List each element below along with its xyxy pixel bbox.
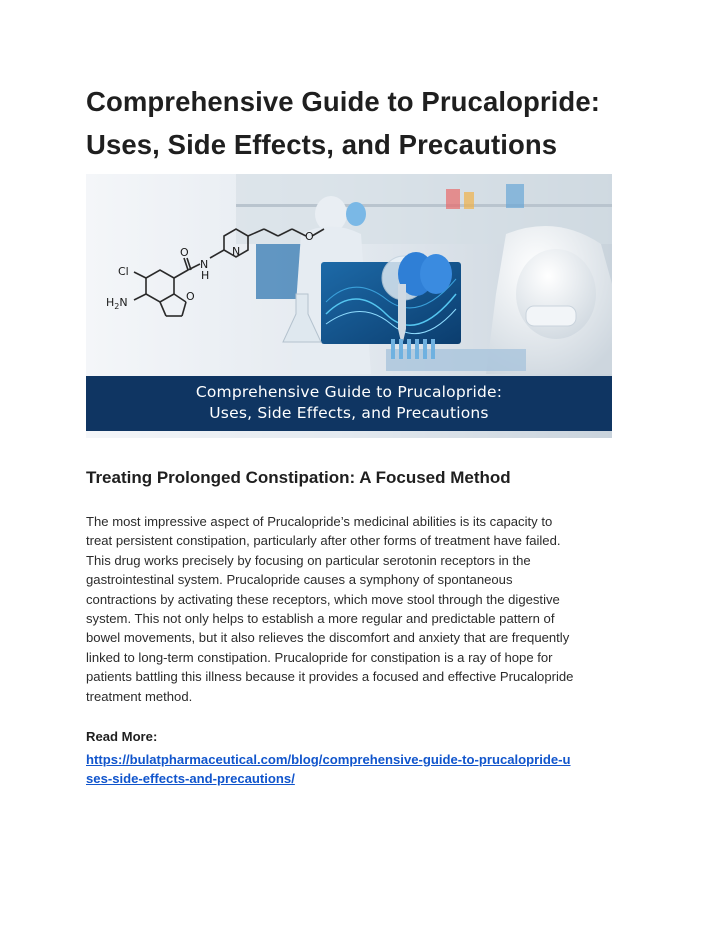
body-line: bowel movements, but it also relieves the discomfort and anxiety that are frequently — [86, 630, 570, 646]
molecule-label: N — [200, 258, 209, 271]
body-line: treatment method. — [86, 688, 193, 704]
molecule-label: H — [106, 296, 115, 309]
hero-banner — [86, 376, 612, 431]
page-title-line: Uses, Side Effects, and Precautions — [86, 129, 558, 160]
body-line: system. This not only helps to establish a more regular and predictable pattern of — [86, 611, 555, 627]
body-line: linked to long-term constipation. Prucalopride for constipation is a ray of hope for — [86, 649, 553, 665]
read-more-link-line[interactable]: ses-side-effects-and-precautions/ — [86, 771, 295, 787]
body-line: patients battling this illness because it provides a focused and effective Prucalopride — [86, 669, 574, 685]
molecule-label: O — [186, 290, 195, 303]
body-paragraph — [86, 512, 646, 706]
section-heading: Treating Prolonged Constipation: A Focused Method — [86, 468, 511, 487]
body-line: gastrointestinal system. Prucalopride causes a symphony of spontaneous — [86, 572, 513, 588]
molecule-label: O — [305, 230, 314, 243]
read-more-link[interactable] — [86, 750, 646, 789]
read-more-link-line[interactable]: https://bulatpharmaceutical.com/blog/comprehensive-guide-to-prucalopride-u — [86, 752, 571, 767]
molecule-label: O — [180, 246, 189, 259]
molecule-label: N — [119, 296, 128, 309]
page-title — [86, 80, 646, 166]
hero-banner-line: Comprehensive Guide to Prucalopride: — [195, 383, 503, 401]
hero-banner-line: Uses, Side Effects, and Precautions — [209, 404, 489, 422]
molecule-label: Cl — [118, 265, 129, 278]
page-title-line: Comprehensive Guide to Prucalopride: — [86, 86, 600, 117]
molecule-label: H — [201, 269, 210, 282]
hero-image — [86, 174, 612, 438]
read-more-label: Read More: — [86, 729, 158, 744]
molecule-label: 2 — [114, 302, 120, 311]
body-line: The most impressive aspect of Prucalopride’s medicinal abilities is its capacity to — [86, 514, 553, 529]
body-line: contractions by activating these receptors, which move stool through the digestive — [86, 591, 560, 607]
body-line: treat persistent constipation, particularly after other forms of treatment have failed. — [86, 533, 561, 549]
molecule-label: N — [232, 245, 241, 258]
body-line: This drug works precisely by focusing on particular serotonin receptors in the — [86, 552, 531, 568]
